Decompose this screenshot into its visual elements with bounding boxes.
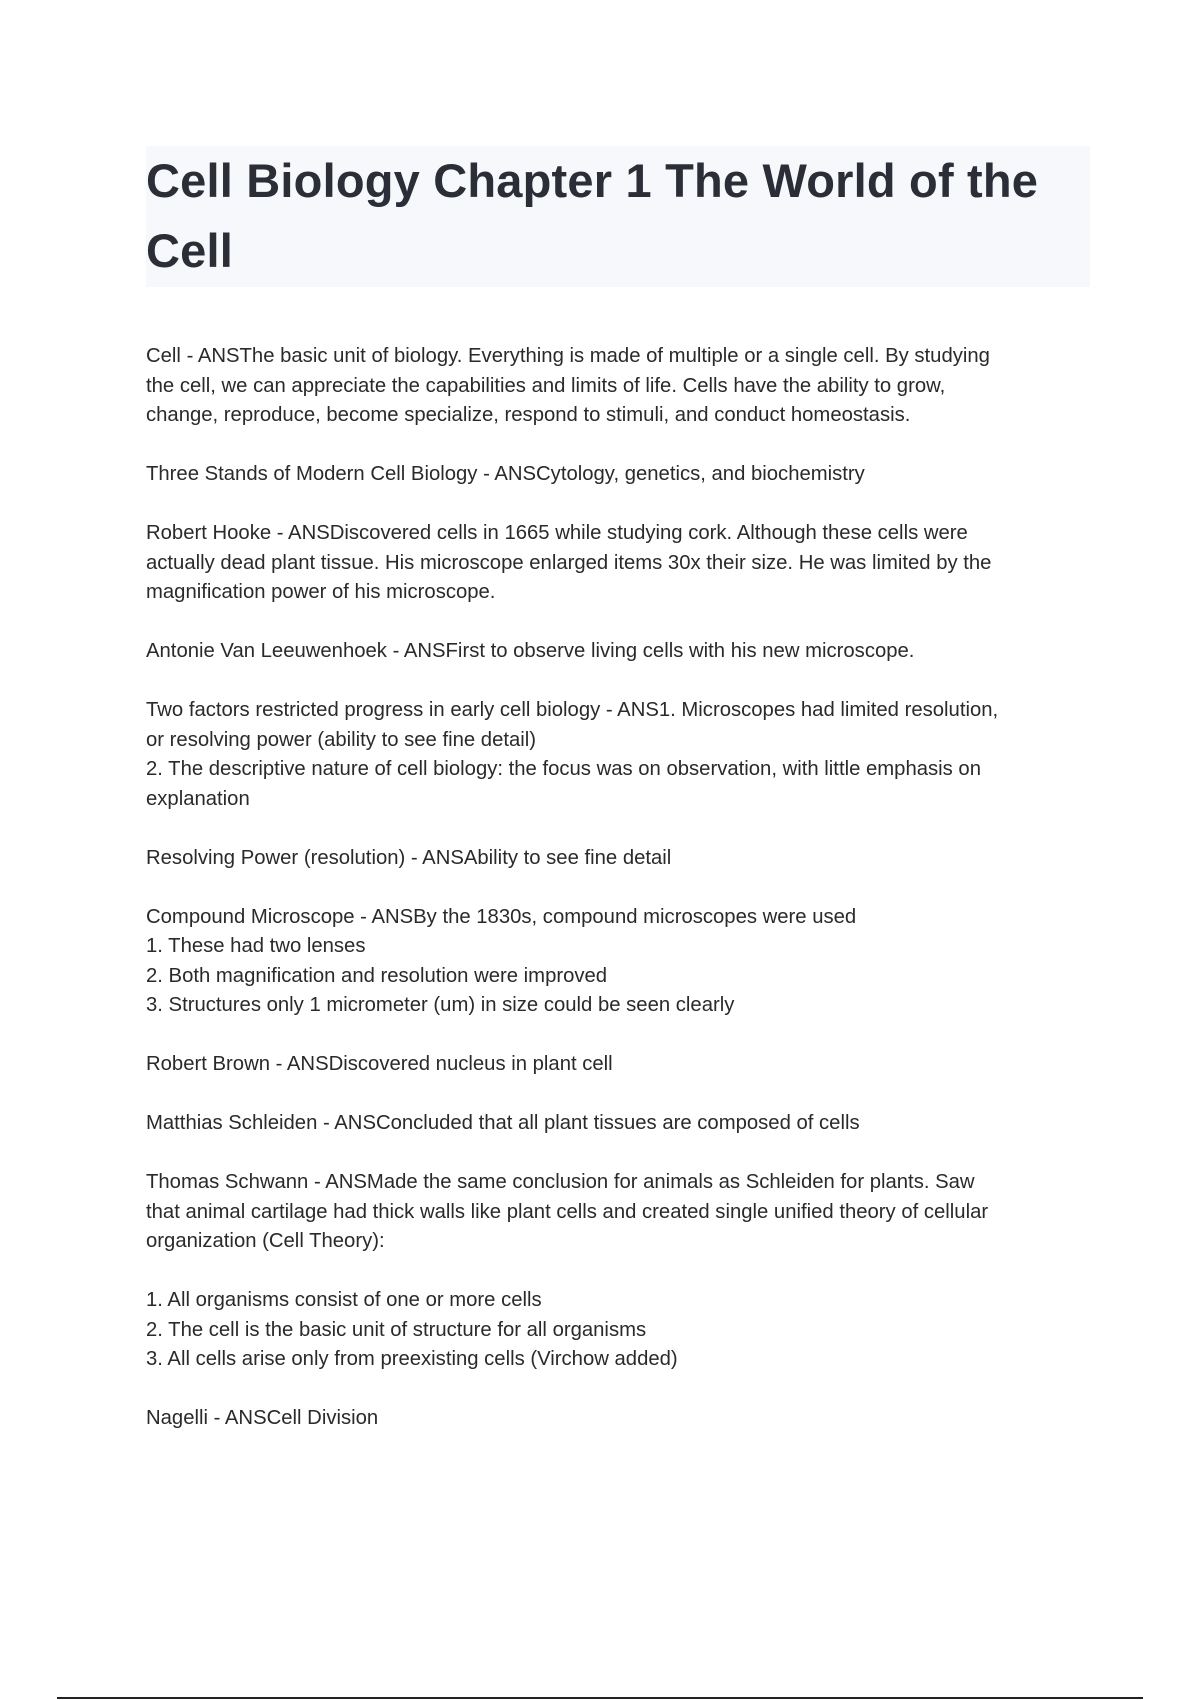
text-line: 1. These had two lenses bbox=[146, 935, 366, 957]
page-title bbox=[146, 146, 1090, 286]
text-line: 2. Both magnification and resolution were improved bbox=[146, 964, 608, 987]
text-line: or resolving power (ability to see fine detail) bbox=[146, 728, 537, 751]
entry-matthias-schleiden bbox=[146, 1109, 1090, 1139]
title-banner bbox=[146, 146, 1090, 287]
text-line: actually dead plant tissue. His microscope enlarged items 30x their size. He was limited by the bbox=[146, 551, 992, 574]
entry-resolving-power bbox=[146, 844, 1090, 874]
page-bottom-divider bbox=[57, 1697, 1143, 1699]
text-line: Resolving Power (resolution) - ANSAbility to see fine detail bbox=[146, 846, 672, 869]
entry-compound-microscope bbox=[146, 903, 1090, 1021]
text-line: 3. Structures only 1 micrometer (um) in size could be seen clearly bbox=[146, 994, 735, 1016]
entry-thomas-schwann bbox=[146, 1168, 1090, 1257]
document-body bbox=[146, 342, 1090, 1463]
text-line: Cell - ANSThe basic unit of biology. Everything is made of multiple or a single cell. By studying bbox=[146, 345, 990, 367]
title-line: Cell bbox=[146, 224, 233, 277]
entry-two-factors bbox=[146, 696, 1090, 814]
entry-three-stands bbox=[146, 460, 1090, 490]
text-line: 3. All cells arise only from preexisting cells (Virchow added) bbox=[146, 1348, 678, 1370]
text-line: Robert Hooke - ANSDiscovered cells in 1665 while studying cork. Although these cells were bbox=[146, 522, 968, 544]
text-line: Two factors restricted progress in early cell biology - ANS1. Microscopes had limited resolution, bbox=[146, 699, 999, 721]
text-line: magnification power of his microscope. bbox=[146, 581, 496, 603]
entry-robert-hooke bbox=[146, 519, 1090, 608]
entry-cell-theory-list bbox=[146, 1286, 1090, 1375]
text-line: explanation bbox=[146, 787, 250, 810]
text-line: Antonie Van Leeuwenhoek - ANSFirst to observe living cells with his new microscope. bbox=[146, 640, 915, 662]
entry-cell bbox=[146, 342, 1090, 431]
entry-leeuwenhoek bbox=[146, 637, 1090, 667]
text-line: 2. The descriptive nature of cell biology: the focus was on observation, with little emphasis on bbox=[146, 758, 981, 780]
text-line: organization (Cell Theory): bbox=[146, 1230, 385, 1252]
entry-nagelli bbox=[146, 1404, 1090, 1434]
text-line: 2. The cell is the basic unit of structure for all organisms bbox=[146, 1318, 647, 1341]
text-line: Matthias Schleiden - ANSConcluded that all plant tissues are composed of cells bbox=[146, 1112, 860, 1134]
text-line: Three Stands of Modern Cell Biology - ANSCytology, genetics, and biochemistry bbox=[146, 463, 865, 485]
text-line: 1. All organisms consist of one or more cells bbox=[146, 1289, 542, 1311]
text-line: Nagelli - ANSCell Division bbox=[146, 1407, 379, 1429]
text-line: that animal cartilage had thick walls like plant cells and created single unified theory of cellular bbox=[146, 1200, 989, 1223]
text-line: Compound Microscope - ANSBy the 1830s, compound microscopes were used bbox=[146, 905, 857, 928]
text-line: Thomas Schwann - ANSMade the same conclusion for animals as Schleiden for plants. Saw bbox=[146, 1171, 975, 1193]
title-line: Cell Biology Chapter 1 The World of the bbox=[146, 154, 1039, 207]
text-line: change, reproduce, become specialize, respond to stimuli, and conduct homeostasis. bbox=[146, 404, 911, 426]
text-line: Robert Brown - ANSDiscovered nucleus in plant cell bbox=[146, 1053, 613, 1075]
text-line: the cell, we can appreciate the capabilities and limits of life. Cells have the ability to grow, bbox=[146, 374, 946, 397]
entry-robert-brown bbox=[146, 1050, 1090, 1080]
